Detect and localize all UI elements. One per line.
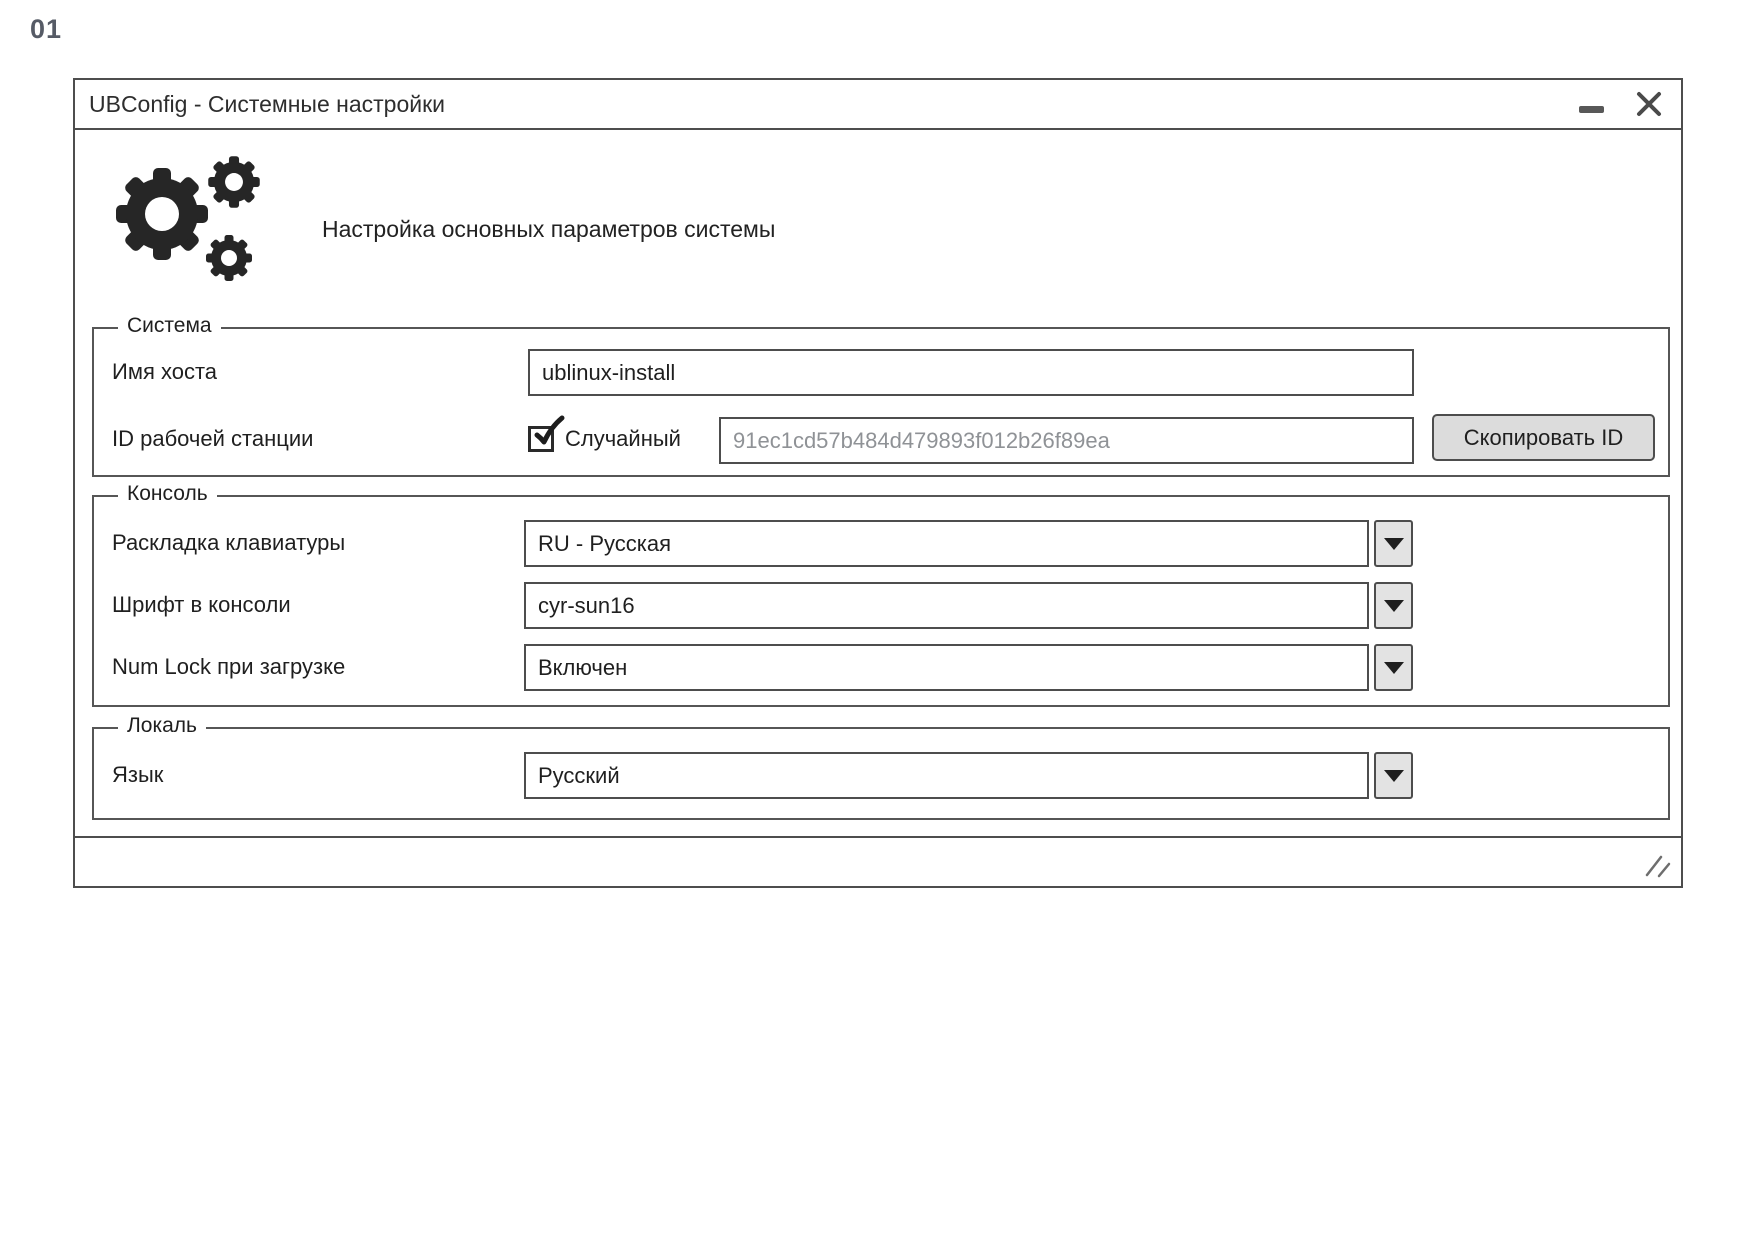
language-value: Русский <box>524 752 1369 799</box>
keyboard-layout-value: RU - Русская <box>524 520 1369 567</box>
dropdown-arrow-button[interactable] <box>1374 644 1413 691</box>
group-locale-legend: Локаль <box>118 714 206 738</box>
status-bar <box>75 836 1681 886</box>
ubconfig-window <box>73 78 1683 888</box>
title-bar <box>75 80 1681 130</box>
group-system-legend: Система <box>118 314 221 338</box>
workstation-id-label: ID рабочей станции <box>112 426 314 451</box>
chevron-down-icon <box>1384 600 1404 612</box>
keyboard-layout-label: Раскладка клавиатуры <box>112 530 346 555</box>
checkmark-icon <box>529 415 567 449</box>
workstation-id-input[interactable] <box>719 417 1414 464</box>
numlock-label: Num Lock при загрузке <box>112 654 346 679</box>
keyboard-layout-select[interactable] <box>524 520 1413 567</box>
language-select[interactable] <box>524 752 1413 799</box>
window-title: UBConfig - Системные настройки <box>89 90 445 117</box>
chevron-down-icon <box>1384 770 1404 782</box>
dropdown-arrow-button[interactable] <box>1374 582 1413 629</box>
copy-id-button[interactable]: Скопировать ID <box>1432 414 1655 461</box>
page-index-label: 01 <box>30 14 63 44</box>
group-console-legend: Консоль <box>118 482 217 506</box>
close-icon <box>1634 89 1664 119</box>
random-id-checkbox-label: Случайный <box>565 426 681 451</box>
console-font-label: Шрифт в консоли <box>112 592 291 617</box>
console-font-select[interactable] <box>524 582 1413 629</box>
chevron-down-icon <box>1384 662 1404 674</box>
resize-grip-icon[interactable] <box>1643 854 1673 880</box>
minimize-button[interactable] <box>1574 87 1608 121</box>
hostname-label: Имя хоста <box>112 359 218 384</box>
chevron-down-icon <box>1384 538 1404 550</box>
minimize-icon <box>1579 106 1604 113</box>
dropdown-arrow-button[interactable] <box>1374 752 1413 799</box>
dropdown-arrow-button[interactable] <box>1374 520 1413 567</box>
hostname-input[interactable] <box>528 349 1414 396</box>
app-subtitle: Настройка основных параметров системы <box>322 216 776 242</box>
gears-icon <box>110 148 270 298</box>
close-button[interactable] <box>1632 87 1666 121</box>
random-id-checkbox[interactable] <box>528 426 554 452</box>
language-label: Язык <box>112 762 164 787</box>
numlock-value: Включен <box>524 644 1369 691</box>
console-font-value: cyr-sun16 <box>524 582 1369 629</box>
numlock-select[interactable] <box>524 644 1413 691</box>
